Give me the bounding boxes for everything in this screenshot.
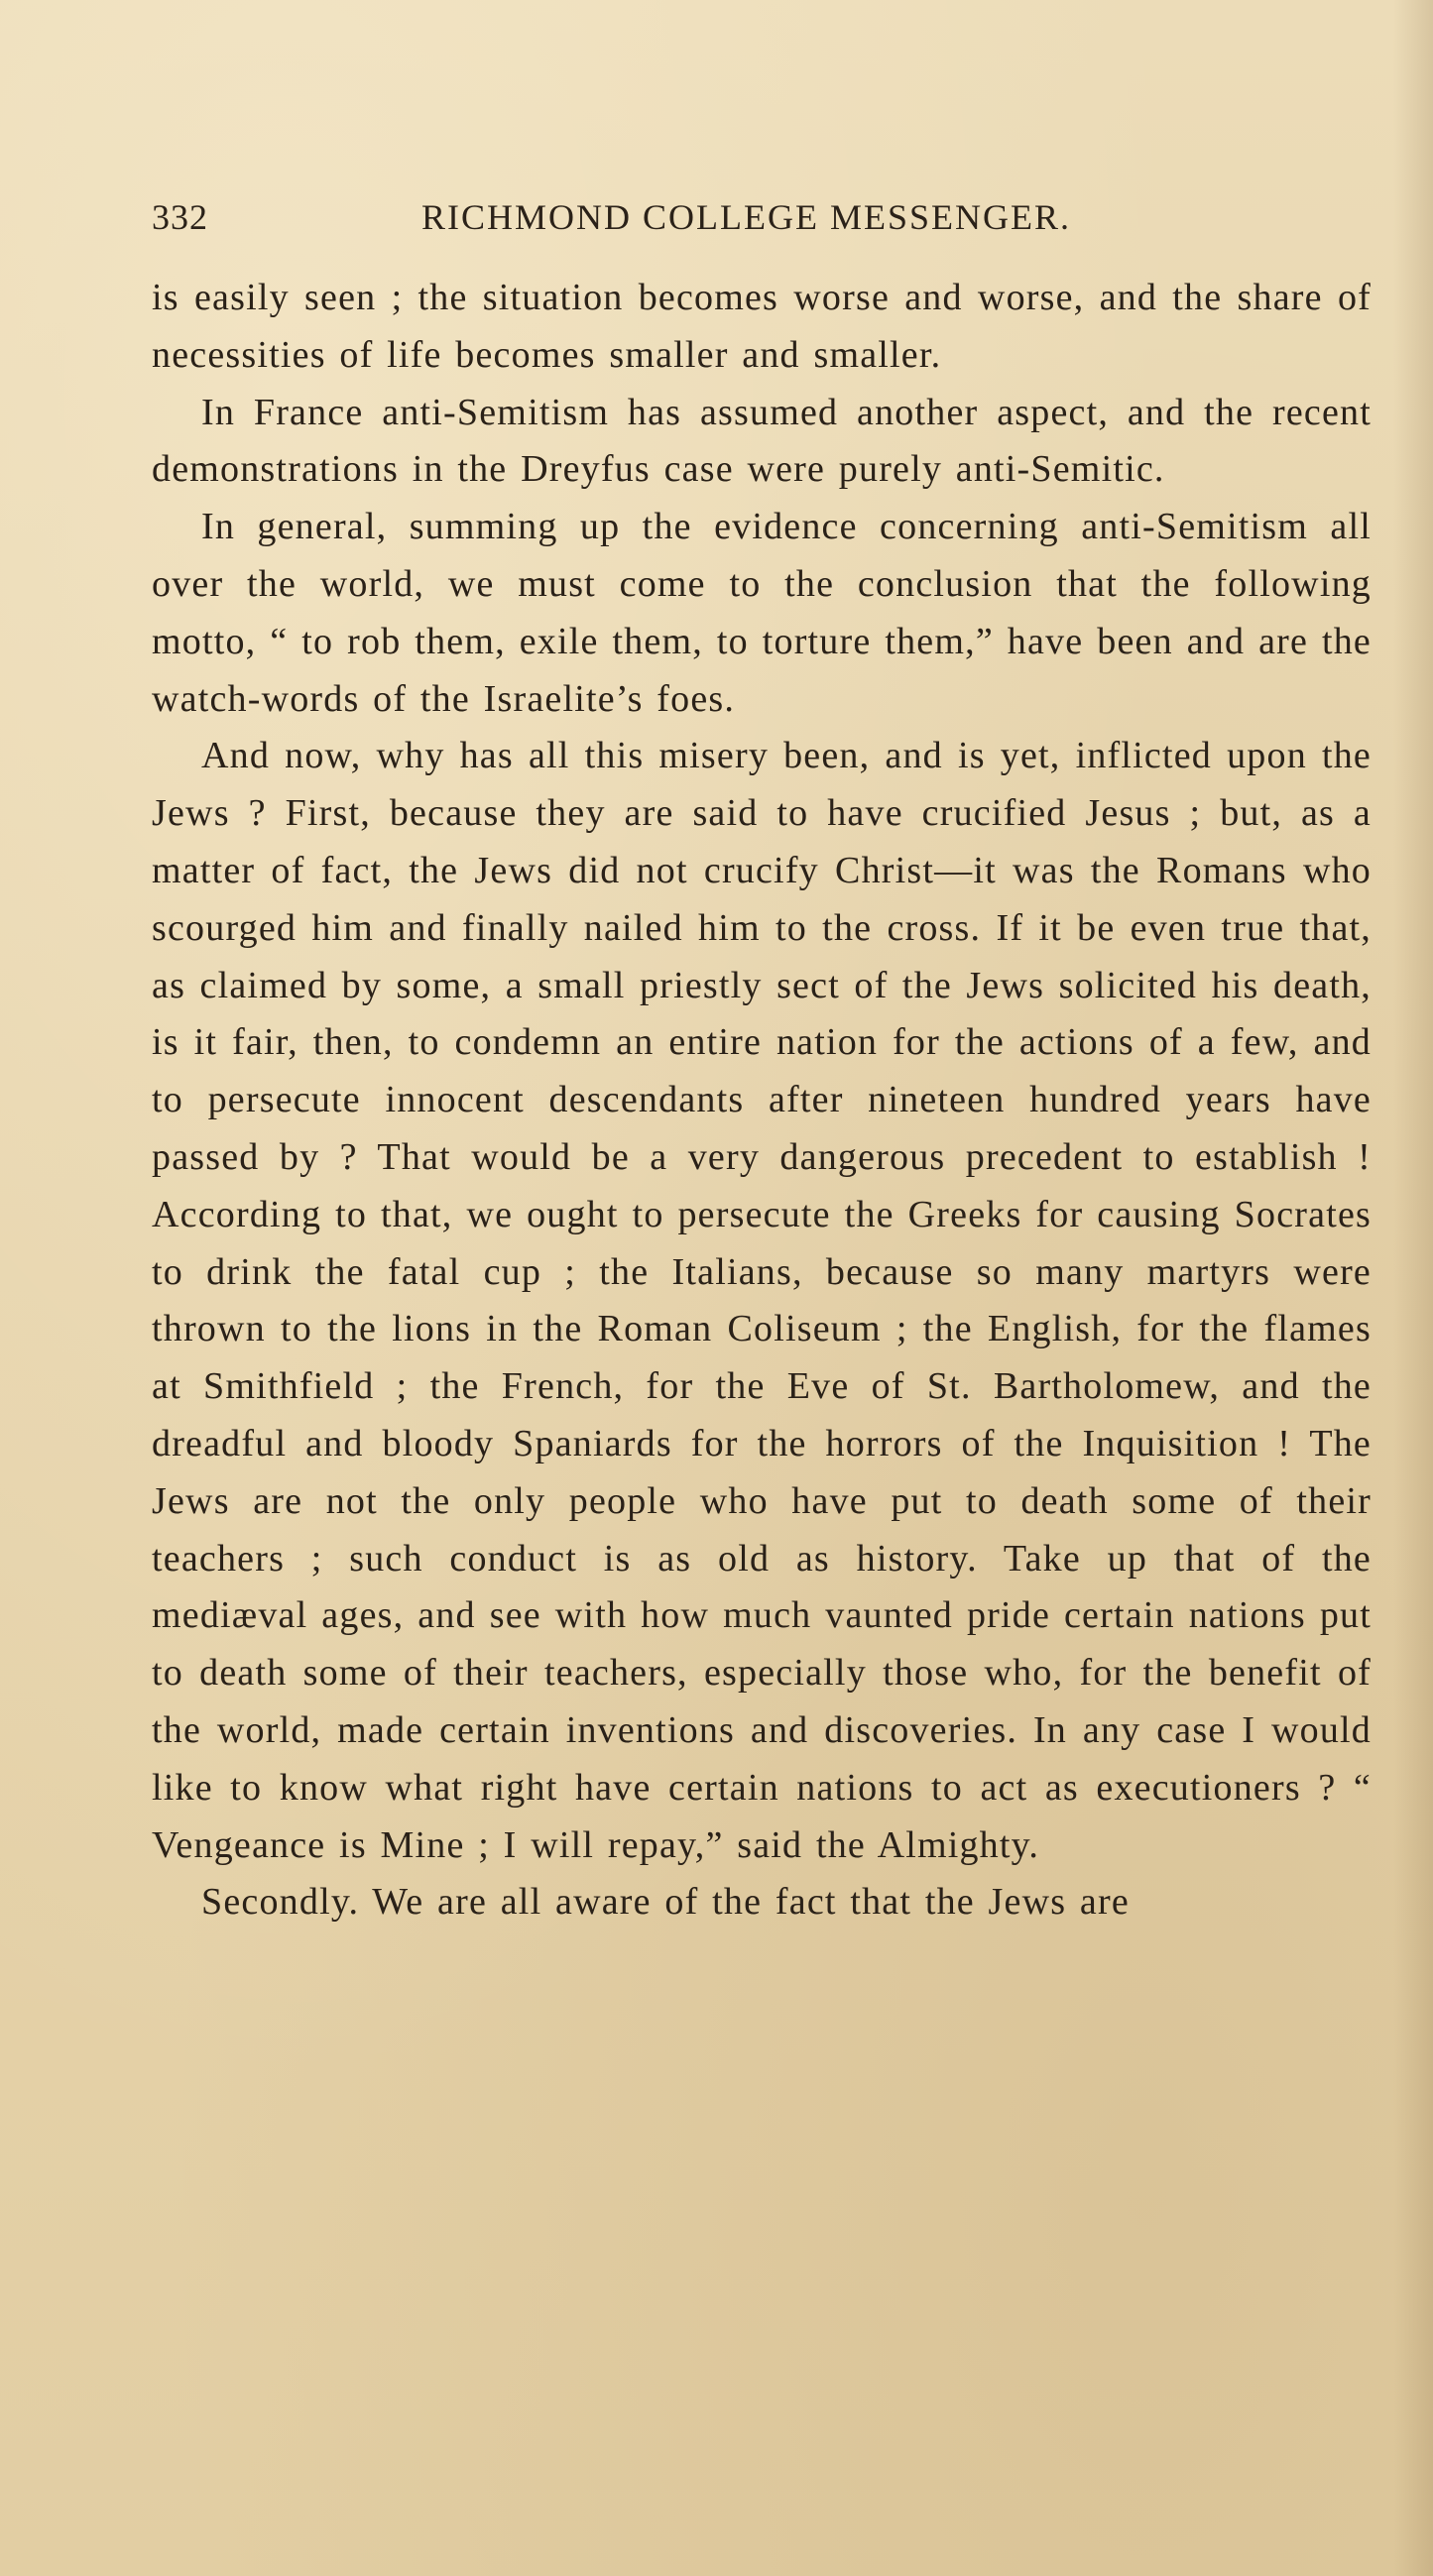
paragraph-secondly: Secondly. We are all aware of the fact that the Jews are xyxy=(201,1881,1130,1924)
running-head xyxy=(152,196,1372,246)
body-text xyxy=(152,270,1372,1932)
paragraph-france: In France anti-Semitism has assumed another aspect, and the recent demonstrations in the Dreyfus case were purely anti-Semitic. xyxy=(152,391,1372,491)
page-edge-shadow xyxy=(1393,0,1433,2576)
paragraph-and-now: And now, why has all this misery been, and is yet, inflicted upon the Jews ? First, because they are said to have crucified Jesus ; but, as a matter of fact, the Jews did not crucify Christ—it was the Romans who scourged him and finally nailed him to the cross. If it be even true that, as claimed by some, a small priestly sect of the Jews solicited his death, is it fair, then, to condemn an entire nation for the actions of a few, and to persecute innocent descendants after nineteen hundred years have passed by ? That would be a very dangerous precedent to establish ! According to that, we ought to persecute the Greeks for causing Socrates to drink the fatal cup ; the Italians, because so many martyrs were thrown to the lions in the Roman Coliseum ; the English, for the flames at Smithfield ; the French, for the Eve of St. Bartholomew, and the dreadful and bloody Spaniards for the horrors of the Inquisition ! The Jews are not the only people who have put to death some of their teachers ; such conduct is as old as history. Take up that of the mediæval ages, and see with how much vaunted pride certain nations put to death some of their teachers, especially those who, for the benefit of the world, made certain inventions and discoveries. In any case I would like to know what right have certain nations to act as executioners ? “ Vengeance is Mine ; I will repay,” said the Almighty. xyxy=(152,735,1372,1866)
paragraph-in-general: In general, summing up the evidence concerning anti-Semitism all over the world, we must come to the conclusion that the following motto, “ to rob them, exile them, to torture them,” have been and are the watch-words of the Israelite’s foes. xyxy=(152,506,1372,720)
paragraph-continued: is easily seen ; the situation becomes worse and worse, and the share of necessities of life becomes smaller and smaller. xyxy=(152,277,1372,376)
running-title: RICHMOND COLLEGE MESSENGER. xyxy=(421,197,1072,237)
page-number: 332 xyxy=(152,197,208,237)
